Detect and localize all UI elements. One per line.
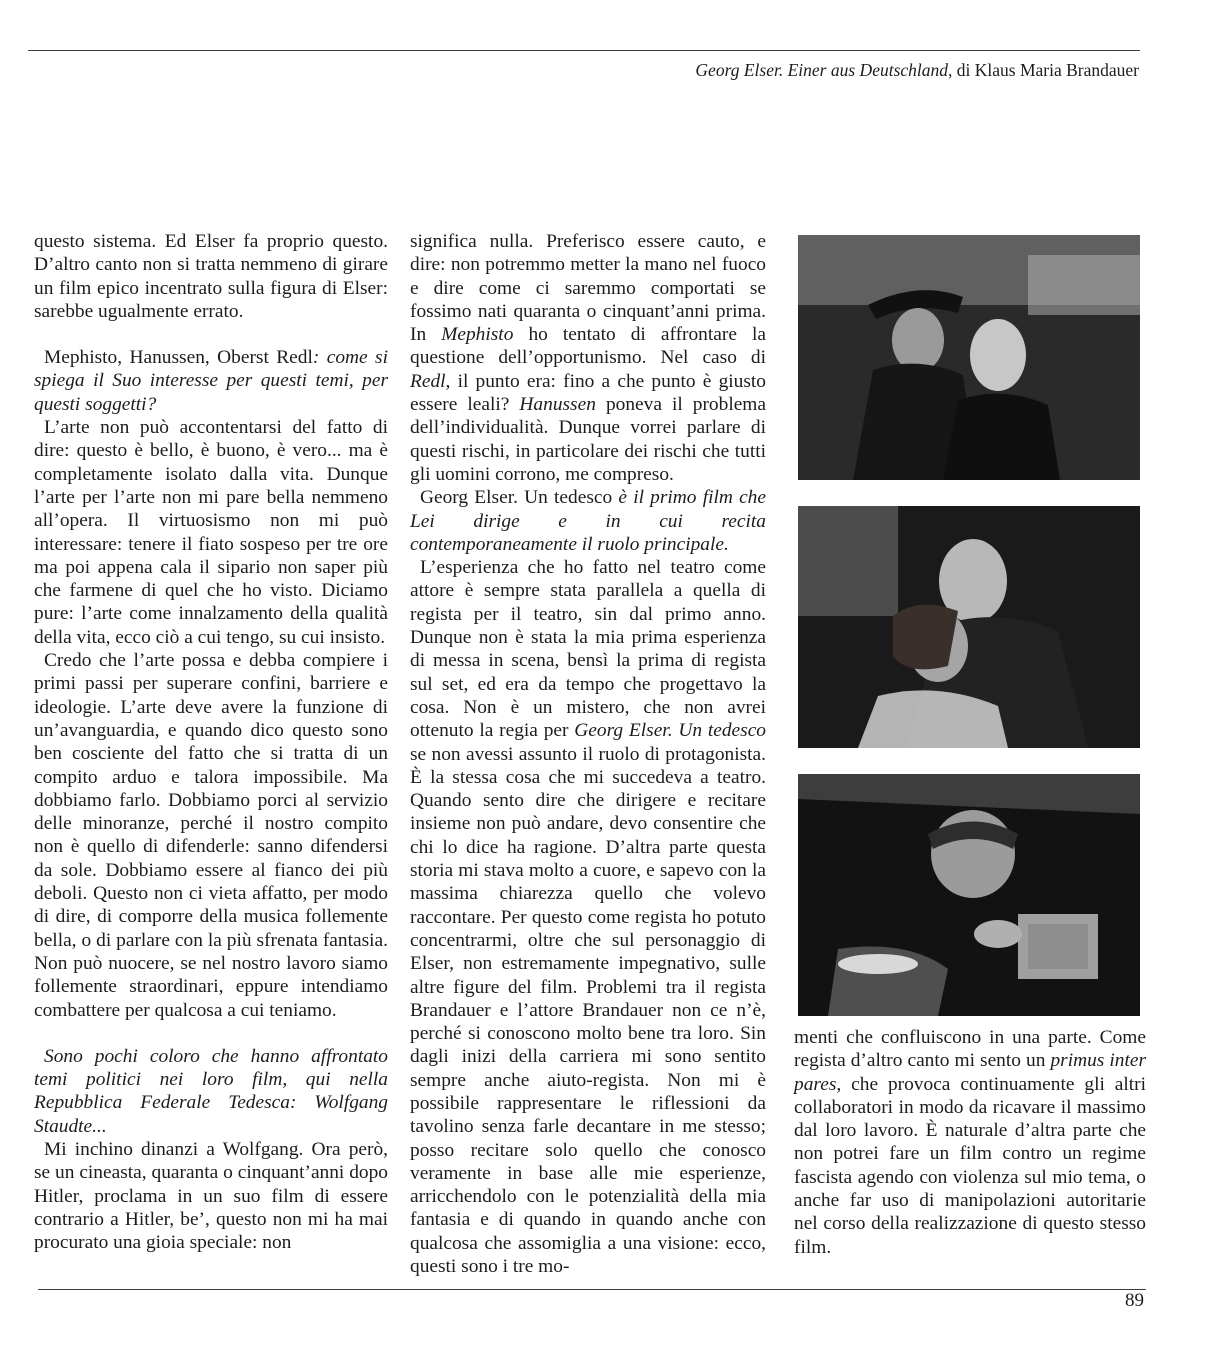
interview-question — [410, 486, 766, 556]
running-head — [695, 60, 1139, 81]
question-text-italic: : come si spiega il Suo interesse per questi temi, per questi soggetti? — [34, 347, 388, 415]
text-column-3 — [794, 1026, 1146, 1259]
text-run: , il punto era: fino a che punto è giusto essere leali? — [410, 370, 766, 416]
running-head-author: di Klaus Maria Brandauer — [952, 60, 1139, 80]
interview-question — [34, 1045, 388, 1138]
film-still-1-image — [798, 235, 1140, 480]
film-title-mephisto: Mephisto — [441, 324, 514, 346]
text-run: , che provoca continuamente gli altri collaboratori in modo da ricavare il massimo dal loro lavoro. È naturale d’altra parte che non potrei fare un film contro un regime fascista agendo con violenza sul mio tema, o anche far uso di manipolazioni autoritarie nel corso della realizzazione di questo stesso film. — [794, 1073, 1146, 1258]
film-still-embrace — [798, 506, 1140, 748]
text-column-1 — [34, 230, 388, 1254]
interview-question — [34, 346, 388, 416]
film-title-redl: Redl — [410, 370, 446, 392]
film-still-2-image — [798, 506, 1140, 748]
paragraph — [794, 1026, 1146, 1259]
text-column-2 — [410, 230, 766, 1278]
film-still-officer-and-elser — [798, 235, 1140, 480]
film-title-georg-elser: Georg Elser. Un tedesco — [574, 720, 766, 742]
page-number: 89 — [1125, 1290, 1144, 1311]
text-run: poneva il problema dell’individualità. Dunque vorrei parlare di questi rischi, in particolare dei rischi che tutti gli uomini corrono, me compreso. — [410, 394, 766, 485]
latin-phrase: primus inter pares — [794, 1050, 1146, 1095]
text-run: menti che confluiscono in una parte. Come regista d’altro canto mi sento un — [794, 1027, 1146, 1072]
paragraph: Credo che l’arte possa e debba compiere i primi passi per superare confini, barriere e ideologie. L’arte deve avere la funzione di un’avanguardia, e quando dico questo sono ben cosciente del fatto che si tratta di un compito arduo e talora impossibile. Ma dobbiamo farlo. Dobbiamo porci al servizio delle minoranze, perché il nostro compito non è quello di difenderle: sanno difendersi da sole. Dobbiamo essere al fianco dei più deboli. Questo non ci vieta affatto, per modo di dire, di comporre della musica follemente bella, o di parlare con la più sfrenata fantasia. Non può nuocere, se nel nostro lavoro siamo follemente straordinari, eppure intendiamo combattere per qualcosa a cui teniamo. — [34, 650, 388, 1021]
footer-rule — [38, 1289, 1146, 1290]
paragraph: Mi inchino dinanzi a Wolfgang. Ora però, se un cineasta, quaranta o cinquant’anni dopo Hitler, proclama in un suo film di essere contrario a Hitler, be’, questo non mi ha mai procurato una gioia speciale: non — [34, 1138, 388, 1254]
text-run: significa nulla. Preferisco essere cauto, e dire: non potremmo metter la mano nel fuoco e dire come ci saremmo comportati se fossimo nati quaranta o cinquant’anni prima. In — [410, 231, 766, 346]
film-title-hanussen: Hanussen — [519, 394, 596, 416]
paragraph: questo sistema. Ed Elser fa proprio questo. D’altro canto non si tratta nemmeno di girare un film epico incentrato sulla figura di Elser: sarebbe ugualmente errato. — [34, 231, 388, 322]
running-head-italic: Georg Elser. Einer aus Deutschland, — [695, 60, 953, 80]
question-text-plain: Mephisto, Hanussen, Oberst Redl — [44, 347, 313, 369]
paragraph: L’arte non può accontentarsi del fatto di dire: questo è bello, è buono, è vero... ma è completamente isolato dalla vita. Dunque l’arte per l’arte non mi pare bella nemmeno all’opera. Il virtuosismo non mi può interessare: tenere il fiato sospeso per tre ore ma poi appena cala il sipario non saper più che farmene di quel che ho visto. Diciamo pure: l’arte come innalzamento della qualità della vita, ecco ciò a cui tengo, su cui insisto. — [34, 417, 388, 648]
question-text-italic: Sono pochi coloro che hanno affrontato temi politici nei loro film, qui nella Repubblica Federale Tedesca: Wolfgang Staudte... — [34, 1045, 388, 1137]
text-run: L’esperienza che ho fatto nel teatro come attore è sempre stata parallela a quella di regista per il teatro, sin dal primo anno. Dunque non è stata la mia prima esperienza di messa in scena, bensì la prima di regista sul set, ed era da tempo che progettavo la cosa. Non è un mistero, che non avrei ottenuto la regia per — [410, 557, 766, 742]
film-still-bomb-mechanism — [798, 774, 1140, 1016]
text-run: ho tentato di affrontare la questione dell’opportunismo. Nel caso di — [410, 324, 766, 369]
paragraph — [410, 556, 766, 1278]
text-run: se non avessi assunto il ruolo di protagonista. È la stessa cosa che mi succedeva a teatro. Quando sento dire che dirigere e recitare insieme non può andare, devo consentire che chi lo dice ha ragione. D’altra parte questa storia mi stava molto a cuore, e sapevo con la massima chiarezza quello che volevo raccontare. Per questo come regista ho potuto concentrarmi, oltre che sul personaggio di Elser, non estremamente impegnativo, sulle altre figure del film. Problemi tra il regista Brandauer e l’attore Brandauer non ce n’è, perché si conoscono molto bene tra loro. Sin dagli inizi della carriera mi sono sentito sempre anche aiuto-regista. Non mi è possibile rappresentare le riflessioni da tavolino senza farle decantare in me stesso; posso recitare solo quello che conosco veramente in base alle mie esperienze, arricchendolo con le potenzialità della mia fantasia e di quando in quando anche con qualcosa che assomiglia a una visione: ecco, questi sono i tre mo- — [410, 743, 766, 1278]
question-text-plain: Georg Elser. Un tedesco — [420, 487, 619, 509]
question-text-italic: è il primo film che Lei dirige e in cui recita contemporaneamente il ruolo principale. — [410, 487, 766, 555]
header-rule — [28, 50, 1140, 51]
paragraph — [410, 230, 766, 486]
film-still-3-image — [798, 774, 1140, 1016]
